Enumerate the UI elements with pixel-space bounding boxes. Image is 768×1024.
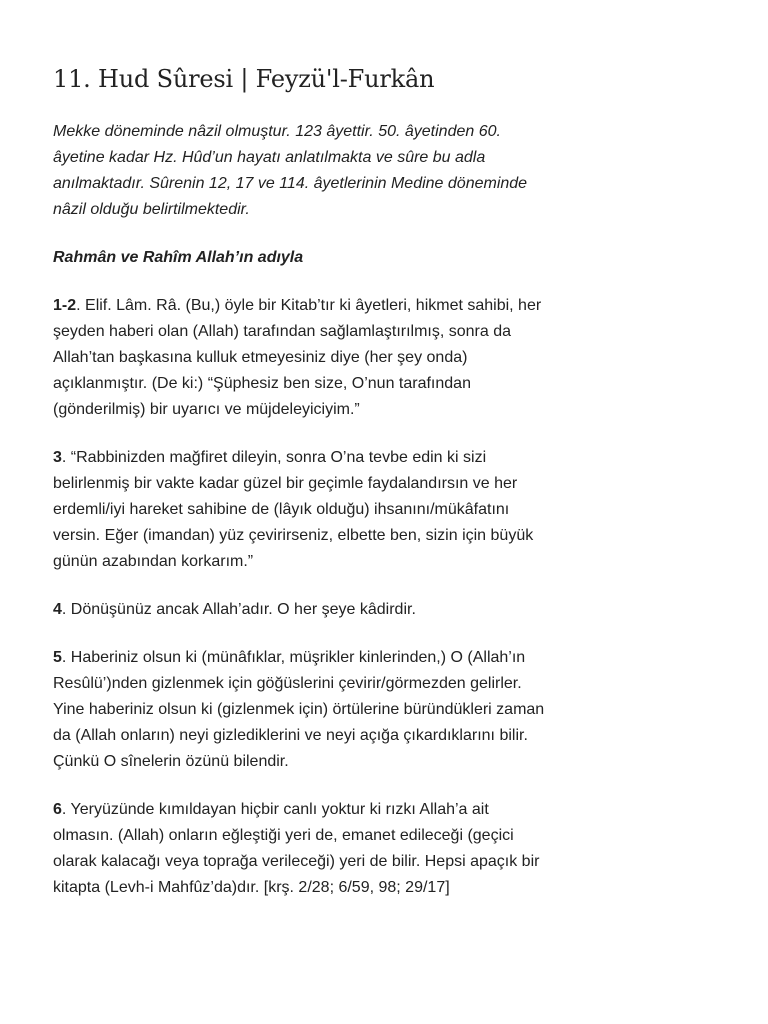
verse-text: . “Rabbinizden mağfiret dileyin, sonra O’na tevbe edin ki sizi belirlenmiş bir vakte kadar güzel bir geçimle faydalandırsın ve her erdemli/iyi hareket sahibine de (lâyık olduğu) ihsanını/mükâfatını versin. Eğer (imandan) yüz çevirirseniz, elbette ben, sizin için büyük günün azabından korkarım.” xyxy=(53,449,534,570)
verse-paragraph xyxy=(53,597,553,623)
document-page xyxy=(53,62,553,923)
verse-number: 6 xyxy=(53,801,62,818)
verse-number: 3 xyxy=(53,449,62,466)
verse-paragraph xyxy=(53,797,553,901)
verse-number: 1-2 xyxy=(53,297,77,314)
verse-paragraph xyxy=(53,645,553,775)
verse-text: . Haberiniz olsun ki (münâfıklar, müşrikler kinlerinden,) O (Allah’ın Resûlü’)nden gizlenmek için göğüslerini çevirir/görmezden gelirler. Yine haberiniz olsun ki (gizlenmek için) örtülerine büründükleri zaman da (Allah onların) neyi gizlediklerini ve neyi açığa çıkardıklarını bilir. Çünkü O sînelerin özünü bilendir. xyxy=(53,649,545,770)
verse-number: 5 xyxy=(53,649,62,666)
page-title: 11. Hud Sûresi | Feyzü'l-Furkân xyxy=(53,65,435,93)
surah-introduction: Mekke döneminde nâzil olmuştur. 123 âyettir. 50. âyetinden 60. âyetine kadar Hz. Hûd’un hayatı anlatılmakta ve sûre bu adla anılmaktadır. Sûrenin 12, 17 ve 114. âyetlerinin Medine döneminde nâzil olduğu belirtilmektedir. xyxy=(53,123,528,218)
verse-text: . Elif. Lâm. Râ. (Bu,) öyle bir Kitab’tır ki âyetleri, hikmet sahibi, her şeyden haberi olan (Allah) tarafından sağlamlaştırılmış, sonra da Allah’tan başkasına kulluk etmeyesiniz diye (her şey onda) açıklanmıştır. (De ki:) “Şüphesiz ben size, O’nun tarafından (gönderilmiş) bir uyarıcı ve müjdeleyiciyim.” xyxy=(53,297,542,418)
basmala: Rahmân ve Rahîm Allah’ın adıyla xyxy=(53,249,304,266)
verse-paragraph xyxy=(53,445,553,575)
verse-text: . Yeryüzünde kımıldayan hiçbir canlı yoktur ki rızkı Allah’a ait olmasın. (Allah) onların eğleştiği yeri de, emanet edileceği (geçici olarak kalacağı veya toprağa verileceği) yeri de bilir. Hepsi apaçık bir kitapta (Levh-i Mahfûz’da)dır. [krş. 2/28; 6/59, 98; 29/17] xyxy=(53,801,540,896)
verse-text: . Dönüşünüz ancak Allah’adır. O her şeye kâdirdir. xyxy=(61,601,416,618)
verse-number: 4 xyxy=(53,601,62,618)
verse-paragraph xyxy=(53,293,553,423)
